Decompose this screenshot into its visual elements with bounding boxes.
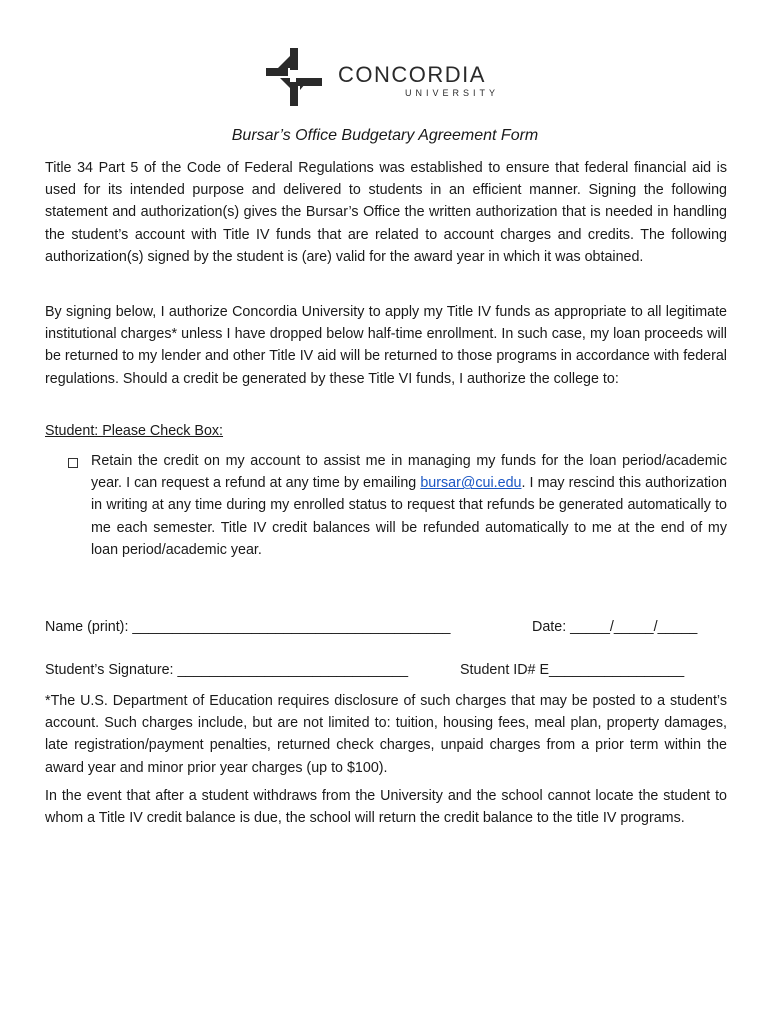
check-box-heading: Student: Please Check Box:	[45, 423, 224, 439]
withdrawal-paragraph: In the event that after a student withdraws from the University and the school cannot locate the student to whom a Title IV credit balance is due, the school will return the credit balance to the title IV programs.	[45, 788, 727, 827]
option-text-start: Retain the credit on my account to assist me in managing my funds for the loan period/academic year. I can request a refund at any time by emailing	[91, 453, 727, 492]
student-id-field[interactable]: Student ID# E_________________	[460, 662, 685, 678]
name-print-field[interactable]: Name (print): ________________________________________	[45, 619, 451, 635]
disclosure-paragraph: *The U.S. Department of Education requires disclosure of such charges that may be posted to a student’s account. Such charges include, but are not limited to: tuition, housing fees, meal plan, property damages, late registration/payment penalties, returned check charges, unpaid charges from a prior term within the award year and minor prior year charges (up to $100).	[45, 693, 727, 776]
logo-subtitle: UNIVERSITY	[405, 88, 500, 98]
retain-credit-option	[91, 450, 727, 561]
option-text-end: . I may rescind this authorization in writing at any time during my enrolled status to request that refunds be generated automatically to me each semester. Title IV credit balances will be refunded automatically to me at the end of my loan period/academic year.	[91, 475, 728, 558]
authorization-paragraph: By signing below, I authorize Concordia University to apply my Title IV funds as appropriate to all legitimate institutional charges* unless I have dropped below half-time enrollment. In such case, my loan proceeds will be returned to my lender and other Title IV aid will be returned to those programs in accordance with federal regulations. Should a credit be generated by these Title VI funds, I authorize the college to:	[45, 304, 727, 387]
concordia-logo	[266, 48, 506, 106]
form-title: Bursar’s Office Budgetary Agreement Form	[231, 127, 539, 144]
intro-paragraph: Title 34 Part 5 of the Code of Federal Regulations was established to ensure that federal financial aid is used for its intended purpose and delivered to students in an efficient manner. Signing the following statement and authorization(s) gives the Bursar’s Office the written authorization that is needed in handling the student’s account with Title IV funds that are related to account charges and credits. The following authorization(s) signed by the student is (are) valid for the award year in which it was obtained.	[45, 160, 727, 265]
bursar-email-link[interactable]: bursar@cui.edu	[420, 475, 522, 492]
concordia-cross-icon	[266, 48, 326, 106]
retain-credit-checkbox[interactable]	[68, 458, 78, 468]
student-signature-field[interactable]: Student’s Signature: _____________________________	[45, 662, 409, 678]
logo-wordmark: CONCORDIA	[338, 62, 486, 87]
date-field[interactable]: Date: _____/_____/_____	[532, 619, 698, 635]
